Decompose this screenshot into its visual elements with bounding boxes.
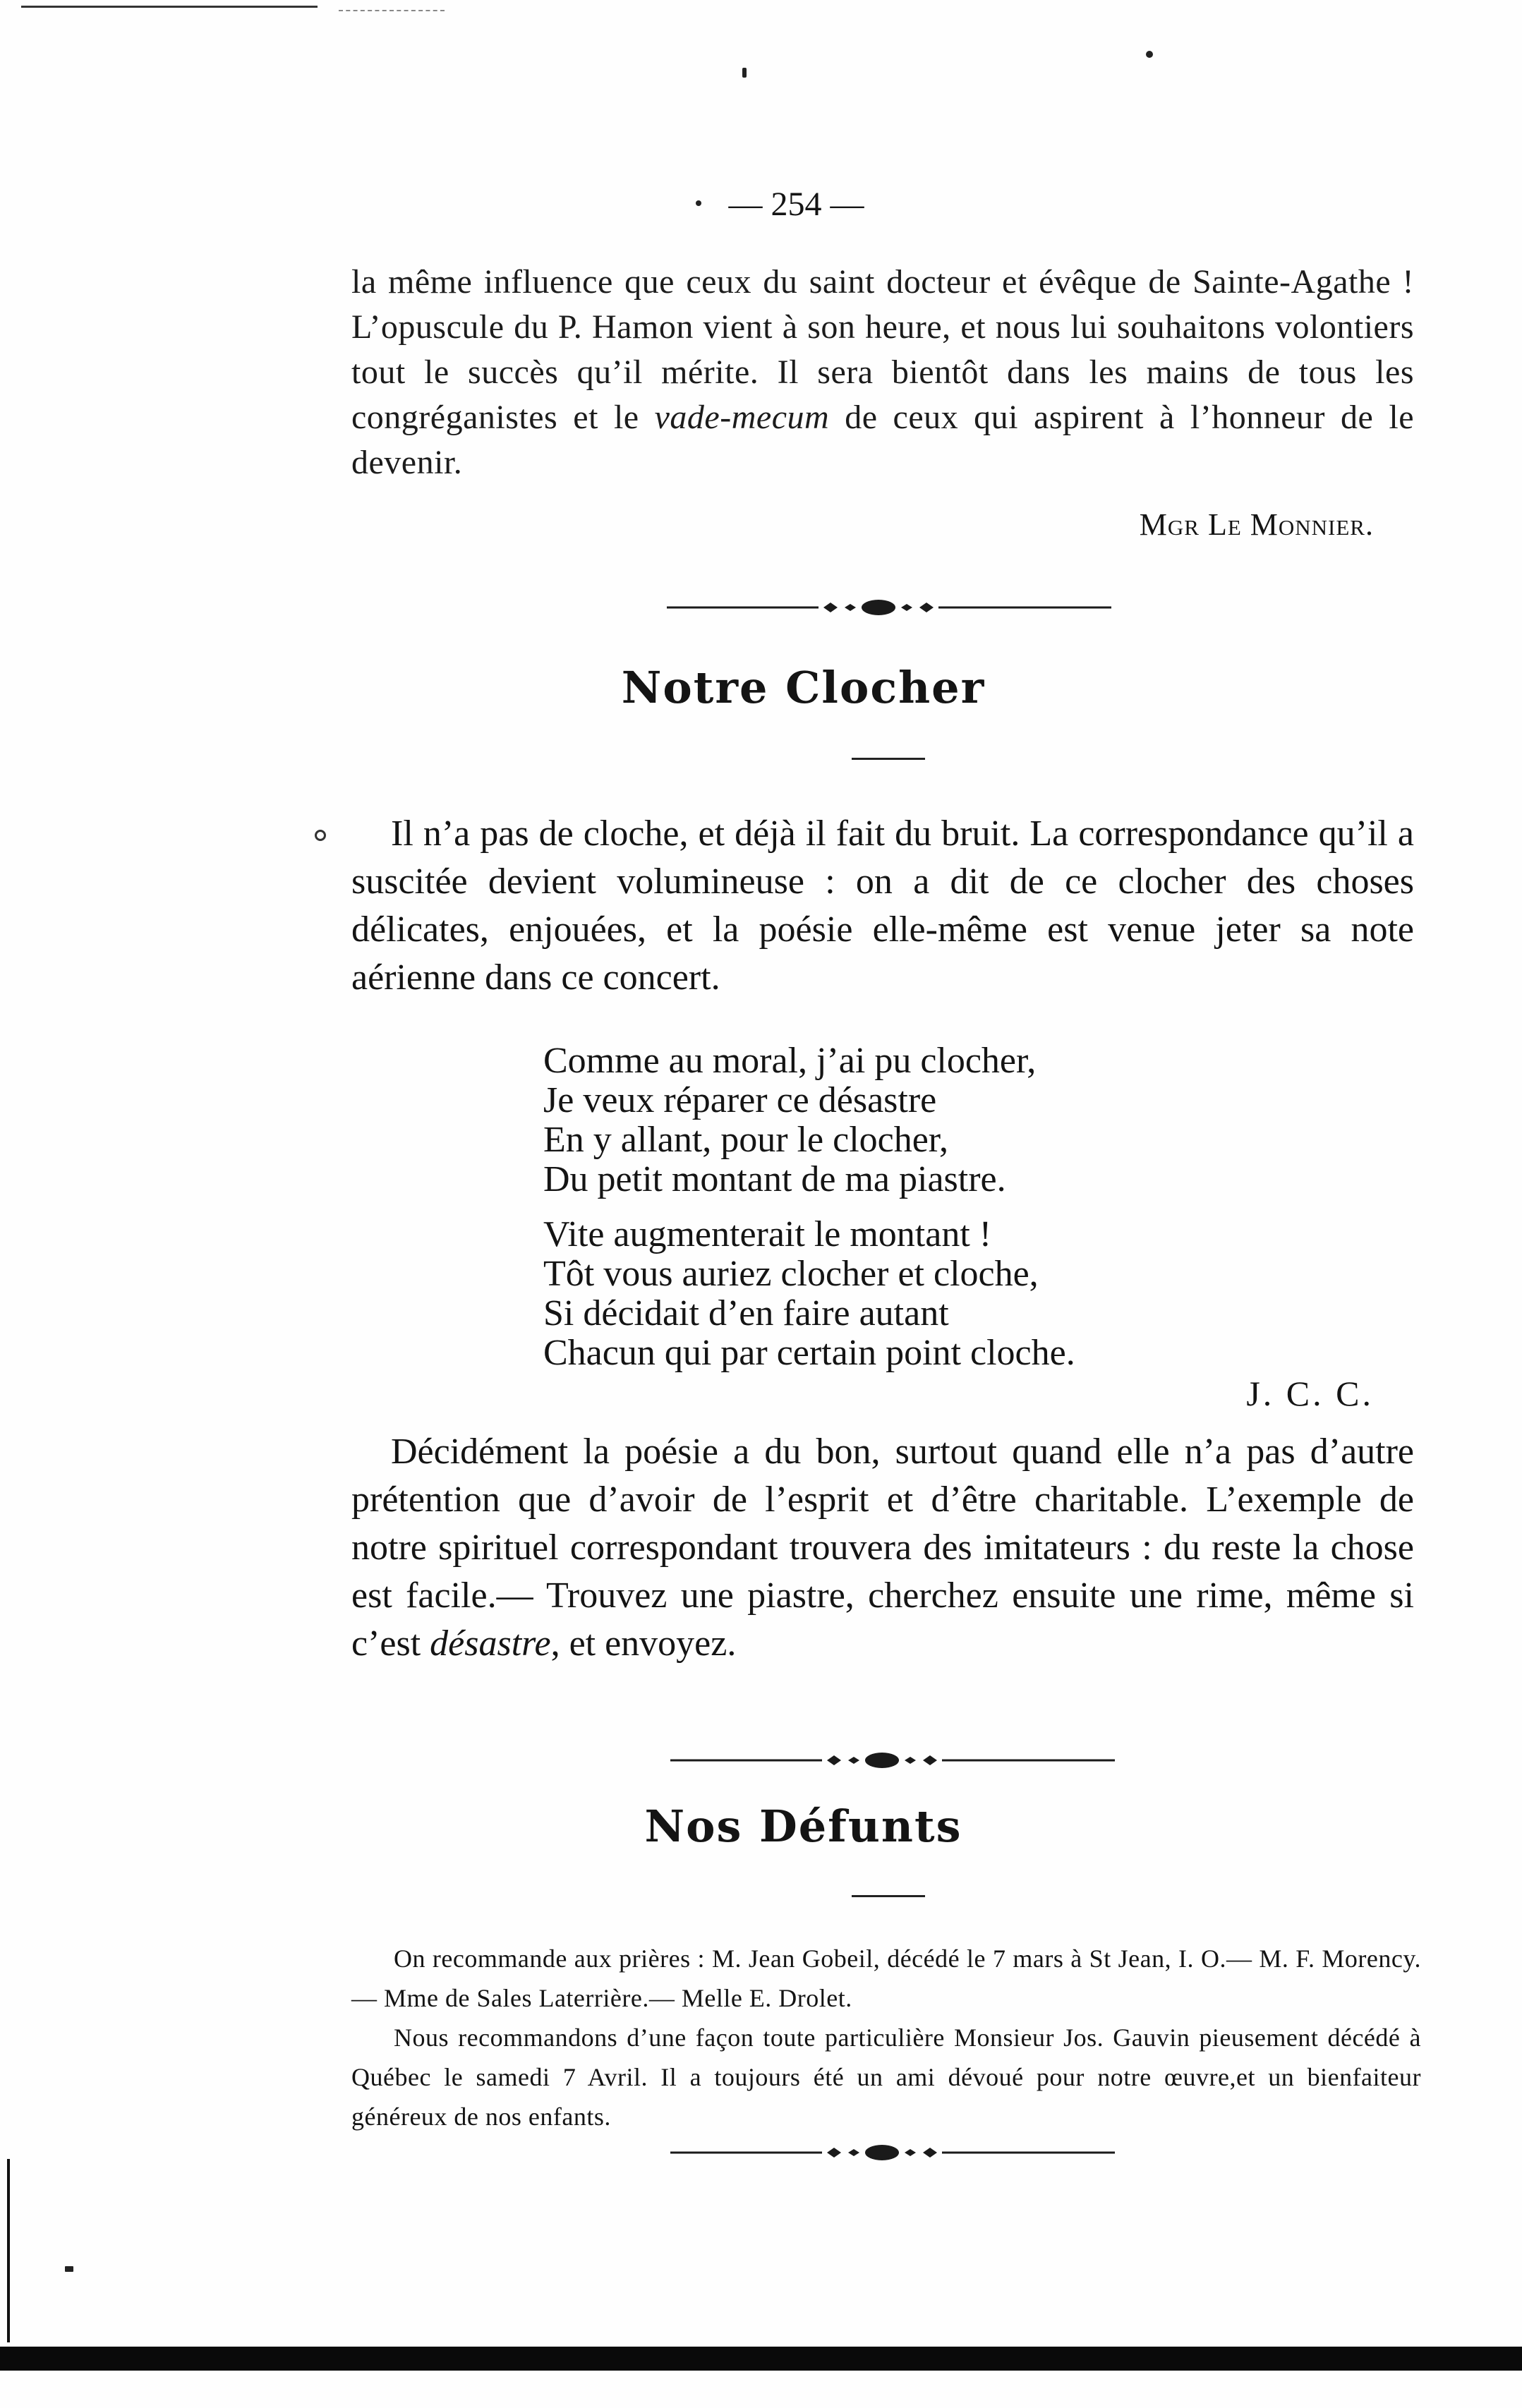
intro-signature: Mgr Le Monnier.: [1139, 507, 1374, 542]
title-underline: [852, 1895, 925, 1897]
ornamental-divider: [667, 597, 1111, 618]
scan-speck: [65, 2266, 73, 2272]
scan-bottom-bar: [0, 2347, 1522, 2371]
poem-line: En y allant, pour le clocher,: [543, 1120, 949, 1160]
scan-speck: [315, 830, 326, 841]
poem-line: Comme au moral, j’ai pu clocher,: [543, 1041, 1037, 1081]
defunts-note-1: On recommande aux prières : M. Jean Gobeil, décédé le 7 mars à St Jean, I. O.— M. F. Morency.— Mme de Sales Laterrière.— Melle E. Drolet.: [351, 1944, 1421, 2012]
poem-stanza-2: [543, 1215, 1075, 1373]
poem-line: Si décidait d’en faire autant: [543, 1293, 949, 1333]
page-number: — 254 —: [728, 186, 864, 223]
section-title-nos-defunts: Nos Défunts: [644, 1801, 962, 1852]
ornamental-divider: [670, 1750, 1115, 1771]
ornamental-divider: [670, 2142, 1115, 2163]
poem-line: Tôt vous auriez clocher et cloche,: [543, 1254, 1039, 1294]
clocher-paragraph-2: [351, 1428, 1414, 1668]
intro-text: la même influence que ceux du saint docteur et évêque de Sainte-Agathe ! L’opuscule du P. Hamon vient à son heure, et nous lui souhaitons volontiers tout le succès qu’il mérite. Il sera bientôt dans les mains de tous les congréganistes et le: [351, 263, 1414, 436]
paragraph-2-text-end: , et envoyez.: [550, 1623, 737, 1664]
paragraph-2-text: Décidément la poésie a du bon, surtout quand elle n’a pas d’autre prétention que d’avoir de l’esprit et d’être charitable. L’exemple de notre spirituel correspondant trouvera des imitateurs : du reste la chose est facile.— Trouvez une piastre, cherchez ensuite une rime, même si c’est: [351, 1432, 1414, 1664]
scan-speck: [742, 68, 747, 78]
poem-line: Du petit montant de ma piastre.: [543, 1159, 1006, 1199]
poem-stanza-1: [543, 1041, 1036, 1199]
defunts-note-2: Nous recommandons d’une façon toute particulière Monsieur Jos. Gauvin pieusement décédé à Québec le samedi 7 Avril. Il a toujours été un ami dévoué pour notre œuvre,et un bienfaiteur généreux de nos enfants.: [351, 2023, 1421, 2131]
scan-left-edge: [7, 2159, 10, 2342]
paragraph-2-italic-word: désastre: [430, 1623, 551, 1664]
section-title-notre-clocher: Notre Clocher: [621, 662, 986, 713]
scan-artifact-dashes: [339, 10, 445, 11]
poem-line: Chacun qui par certain point cloche.: [543, 1333, 1075, 1373]
intro-paragraph: [351, 260, 1414, 485]
title-underline: [852, 758, 925, 760]
poem-line: Je veux réparer ce désastre: [543, 1080, 937, 1120]
intro-text-end: de ceux qui aspirent à l’honneur de le devenir.: [351, 399, 1414, 481]
scan-artifact-line: [21, 6, 318, 8]
poem-line: Vite augmenterait le montant !: [543, 1214, 992, 1254]
poem-signature: J. C. C.: [1246, 1374, 1374, 1413]
clocher-paragraph-1: Il n’a pas de cloche, et déjà il fait du bruit. La correspondance qu’il a suscitée devient volumineuse : on a dit de ce clocher des choses délicates, enjouées, et la poésie elle-même est venue jeter sa note aérienne dans ce concert.: [351, 813, 1414, 998]
intro-italic-term: vade-mecum: [654, 399, 830, 436]
scan-speck: [1146, 51, 1153, 58]
